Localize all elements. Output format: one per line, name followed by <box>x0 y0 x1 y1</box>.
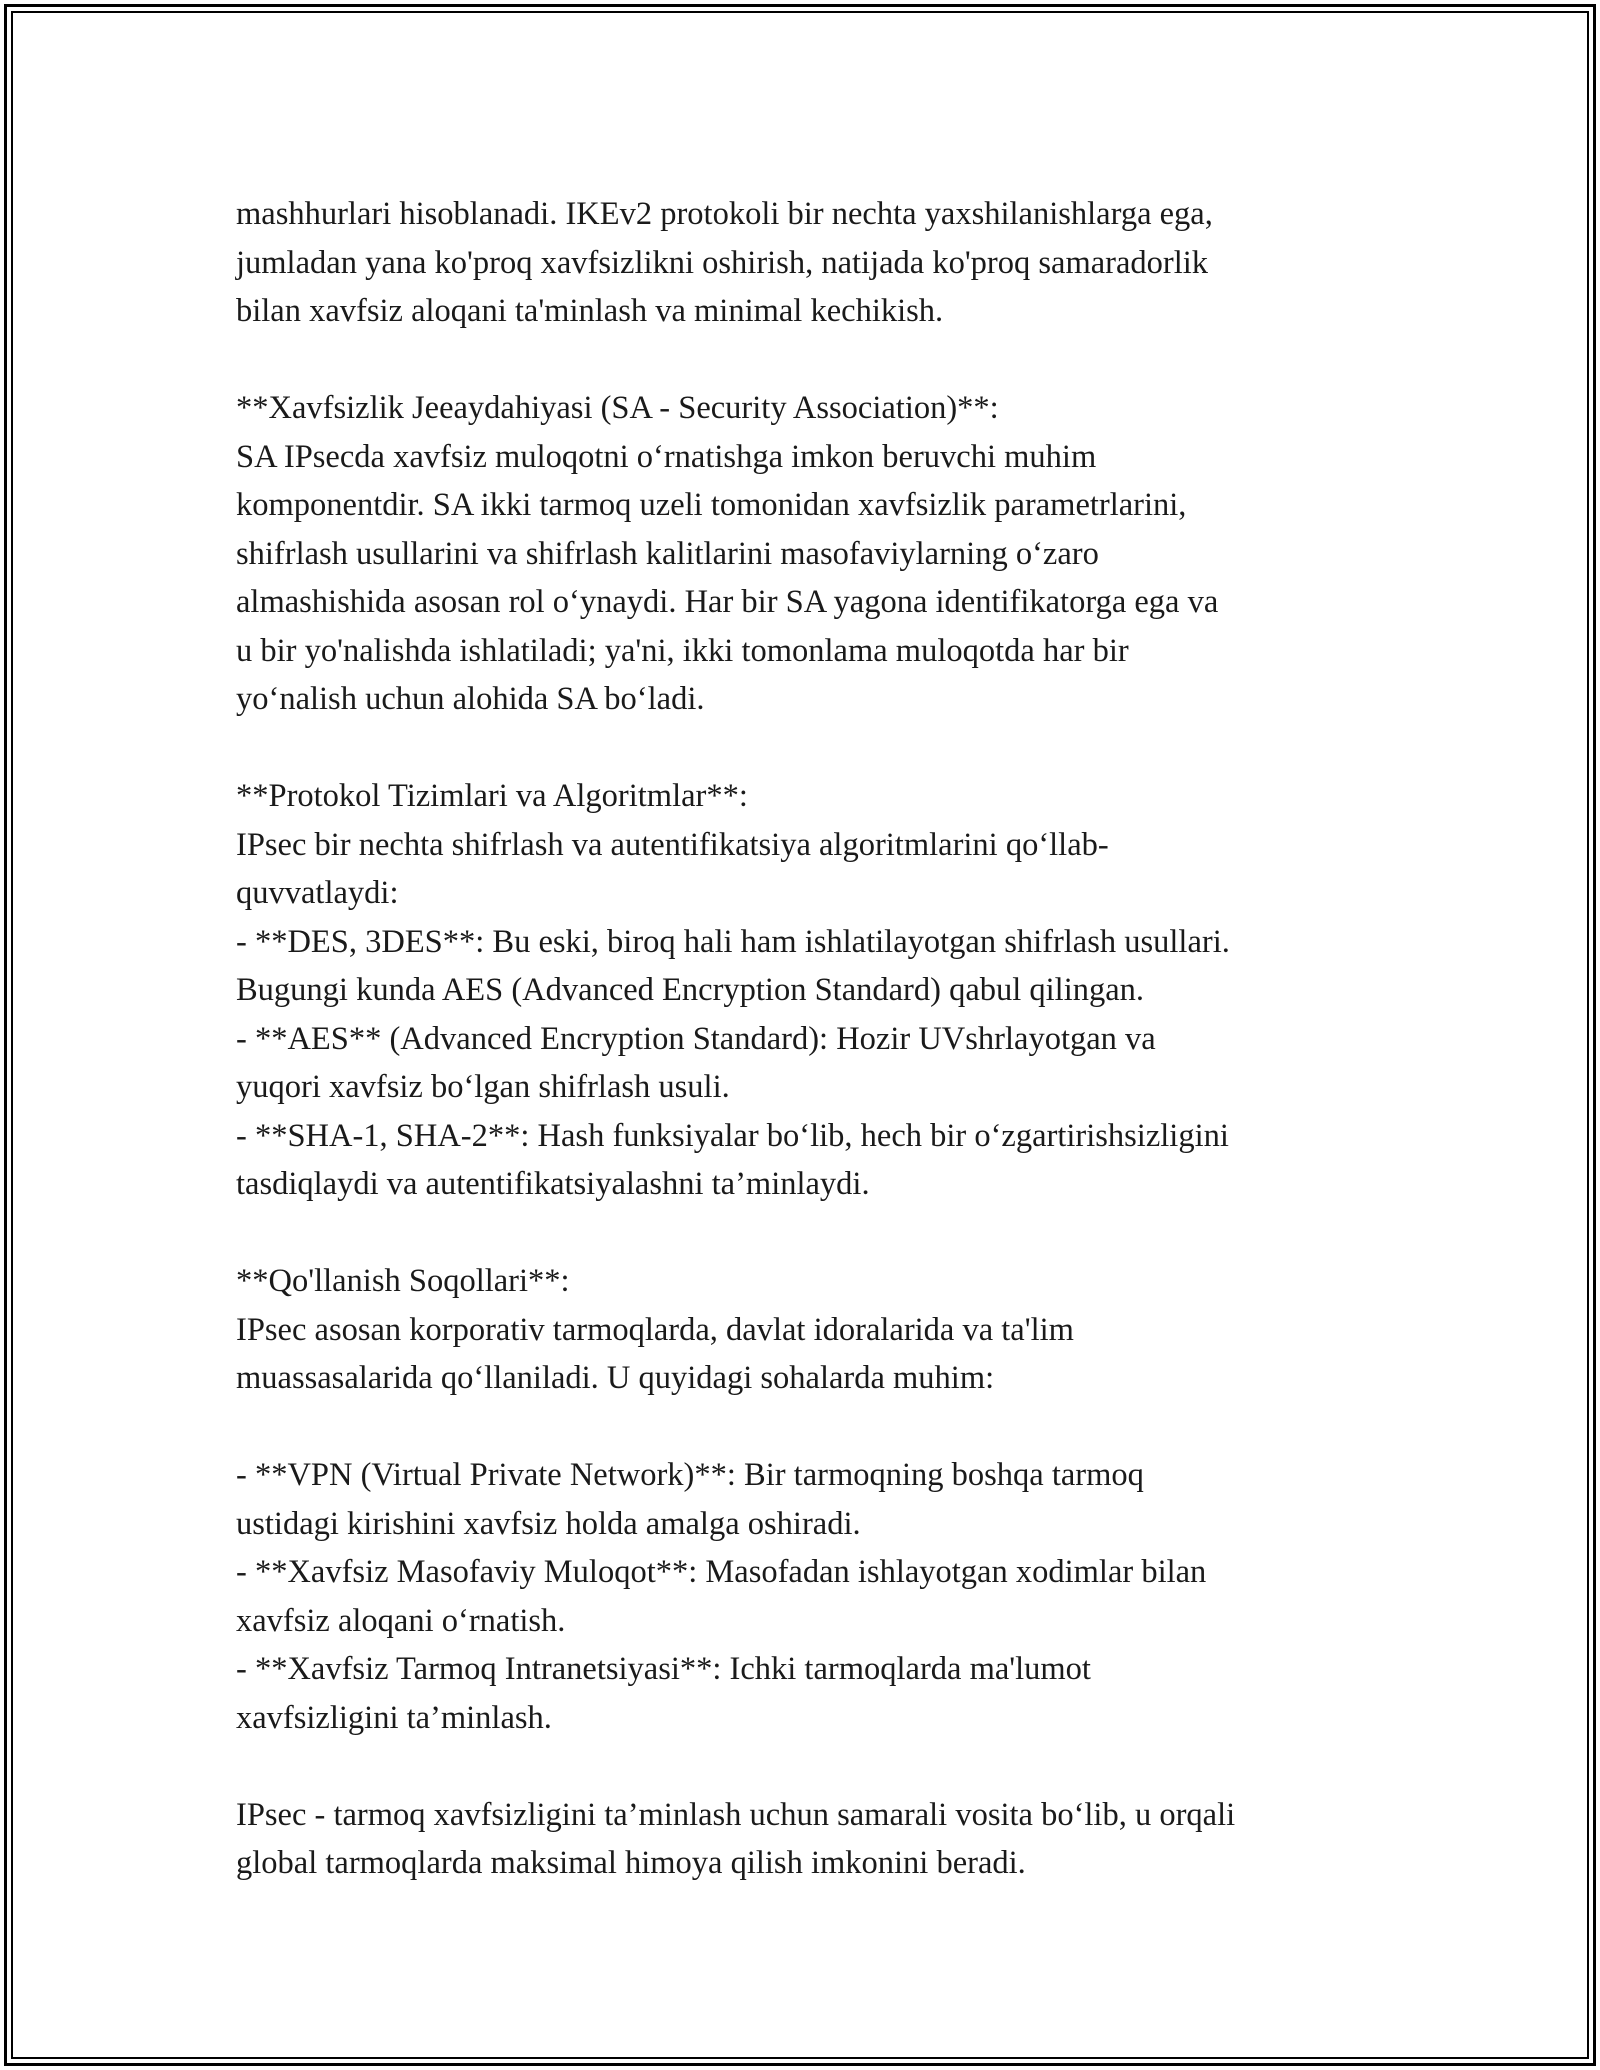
list-item: - **Xavfsiz Tarmoq Intranetsiyasi**: Ichki tarmoqlarda ma'lumot <box>236 1651 1091 1687</box>
text-line: Bugungi kunda AES (Advanced Encryption Standard) qabul qilingan. <box>236 972 1145 1008</box>
paragraph-applications <box>236 1257 1396 1403</box>
section-heading: **Qo'llanish Soqollari**: <box>236 1263 570 1299</box>
text-line: yuqori xavfsiz bo‘lgan shifrlash usuli. <box>236 1069 730 1105</box>
text-line: u bir yo'nalishda ishlatiladi; ya'ni, ikki tomonlama muloqotda har bir <box>236 632 1129 669</box>
text-line: jumladan yana ko'proq xavfsizlikni oshirish, natijada ko'proq samaradorlik <box>236 244 1209 281</box>
paragraph-gap <box>236 1209 1396 1258</box>
paragraph-gap <box>236 1742 1396 1791</box>
paragraph-ikev2 <box>236 190 1396 336</box>
text-line: ustidagi kirishini xavfsiz holda amalga oshiradi. <box>236 1505 861 1542</box>
text-line: tasdiqlaydi va autentifikatsiyalashni ta’minlaydi. <box>236 1166 870 1202</box>
text-line: komponentdir. SA ikki tarmoq uzeli tomonidan xavfsizlik parametrlarini, <box>236 487 1187 523</box>
text-line: IPsec asosan korporativ tarmoqlarda, davlat idoralarida va ta'lim <box>236 1311 1074 1348</box>
paragraph-protocols-algorithms <box>236 772 1396 1209</box>
text-line: muassasalarida qo‘llaniladi. U quyidagi sohalarda muhim: <box>236 1360 995 1396</box>
paragraph-gap <box>236 724 1396 773</box>
text-line: quvvatlaydi: <box>236 875 399 911</box>
paragraph-gap <box>236 1403 1396 1452</box>
text-line: almashishida asosan rol o‘ynaydi. Har bir SA yagona identifikatorga ega va <box>236 584 1219 620</box>
text-line: IPsec bir nechta shifrlash va autentifikatsiya algoritmlarini qo‘llab- <box>236 826 1109 863</box>
section-heading: **Protokol Tizimlari va Algoritmlar**: <box>236 778 748 814</box>
list-item: - **AES** (Advanced Encryption Standard): Hozir UVshrlayotgan va <box>236 1020 1156 1057</box>
paragraph-security-association <box>236 384 1396 724</box>
text-line: xavfsizligini ta’minlash. <box>236 1699 552 1736</box>
paragraph-use-cases <box>236 1451 1396 1742</box>
list-item: - **DES, 3DES**: Bu eski, biroq hali ham ishlatilayotgan shifrlash usullari. <box>236 923 1230 960</box>
paragraph-gap <box>236 336 1396 385</box>
list-item: - **SHA-1, SHA-2**: Hash funksiyalar bo‘lib, hech bir o‘zgartirishsizligini <box>236 1117 1229 1154</box>
paragraph-conclusion <box>236 1791 1396 1888</box>
text-line: bilan xavfsiz aloqani ta'minlash va minimal kechikish. <box>236 293 944 329</box>
text-line: xavfsiz aloqani o‘rnatish. <box>236 1602 566 1639</box>
text-line: mashhurlari hisoblanadi. IKEv2 protokoli bir nechta yaxshilanishlarga ega, <box>236 196 1213 232</box>
list-item: - **Xavfsiz Masofaviy Muloqot**: Masofadan ishlayotgan xodimlar bilan <box>236 1554 1207 1590</box>
document-body <box>236 190 1396 1888</box>
text-line: global tarmoqlarda maksimal himoya qilish imkonini beradi. <box>236 1845 1026 1881</box>
text-line: yo‘nalish uchun alohida SA bo‘ladi. <box>236 681 705 717</box>
text-line: SA IPsecda xavfsiz muloqotni o‘rnatishga imkon beruvchi muhim <box>236 438 1097 475</box>
text-line: shifrlash usullarini va shifrlash kalitlarini masofaviylarning o‘zaro <box>236 535 1099 572</box>
section-heading: **Xavfsizlik Jeeaydahiyasi (SA - Security Association)**: <box>236 390 999 426</box>
text-line: IPsec - tarmoq xavfsizligini ta’minlash uchun samarali vosita bo‘lib, u orqali <box>236 1796 1236 1833</box>
list-item: - **VPN (Virtual Private Network)**: Bir tarmoqning boshqa tarmoq <box>236 1457 1144 1493</box>
